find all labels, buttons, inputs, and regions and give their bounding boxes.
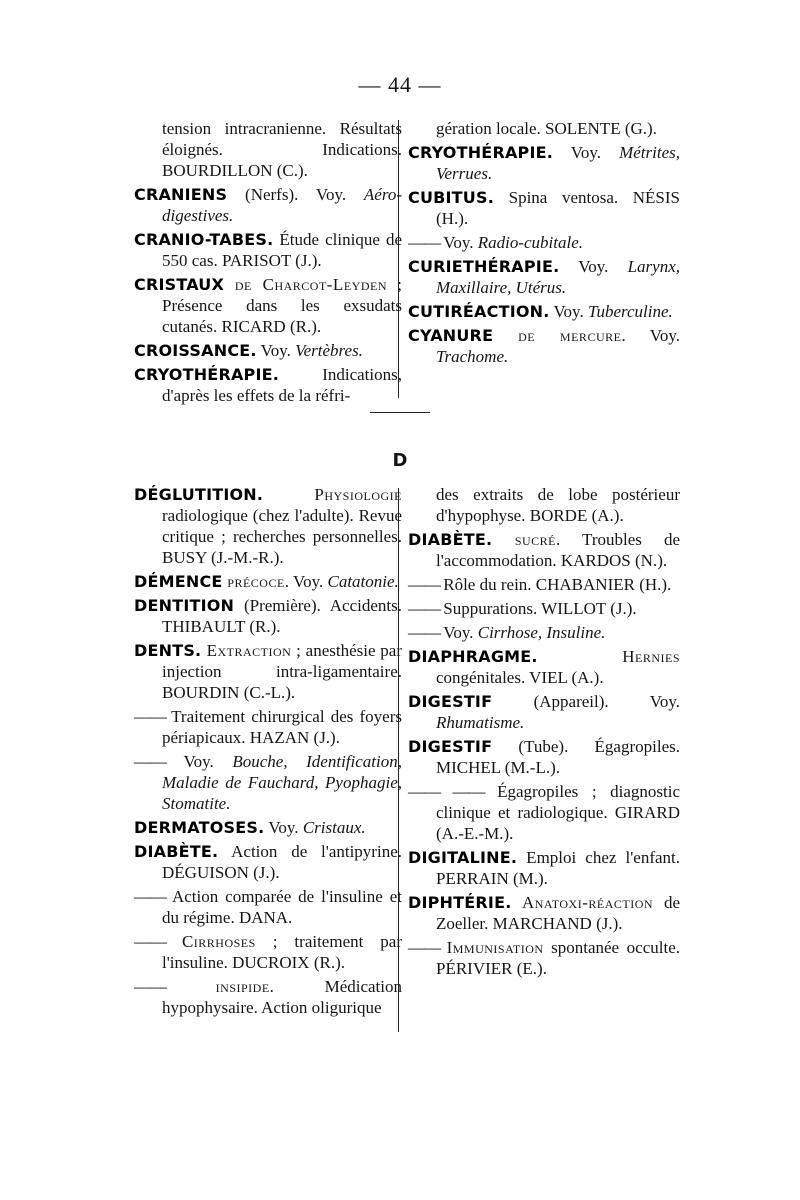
entry-keyword: DIPHTÉRIE. (408, 893, 512, 912)
entry-keyword: DIGESTIF (408, 692, 493, 711)
entry-text: ; anesthésie par injection intra-ligamentaire. BOURDIN (C.-L.). (162, 641, 402, 702)
top-right-column (408, 118, 680, 370)
index-entry (408, 232, 680, 253)
entry-text: ; traitement par l'insuline. DUCROIX (R.). (162, 932, 403, 972)
entry-subheading: Physiologie (263, 485, 402, 504)
entry-subheading: Anatoxi-réaction (511, 893, 654, 912)
entry-cross-reference: Larynx, Maxillaire, Utérus. (436, 257, 680, 297)
entry-keyword: CROISSANCE. (134, 341, 257, 360)
index-entry (134, 886, 402, 928)
entry-text: Voy. (549, 302, 588, 321)
entry-text: gération locale. SOLENTE (G.). (436, 119, 657, 138)
entry-text: radiologique (chez l'adulte). Revue critique ; recherches personnelles. BUSY (J.-M.-R.). (162, 506, 402, 567)
entry-repeat-dash: —— (408, 575, 444, 594)
index-entry (408, 892, 680, 934)
index-entry (134, 184, 402, 226)
entry-text: Action de l'antipyrine. DÉGUISON (J.). (162, 842, 402, 882)
entry-keyword: CRANIO-TABES. (134, 230, 274, 249)
entry-text: Emploi chez l'enfant. PERRAIN (M.). (436, 848, 680, 888)
index-entry (408, 142, 680, 184)
entry-text: congénitales. VIEL (A.). (436, 668, 604, 687)
index-entry (408, 256, 680, 298)
index-entry (408, 691, 680, 733)
entry-subheading: Immunisation (446, 938, 544, 957)
entry-keyword: CRANIENS (134, 185, 228, 204)
entry-cross-reference: Radio-cubitale. (477, 233, 584, 252)
entry-keyword: CRISTAUX (134, 275, 225, 294)
index-entry (134, 571, 402, 592)
index-entry (134, 274, 402, 337)
entry-text: Égagropiles ; diagnostic clinique et radiologique. GIRARD (A.-E.-M.). (436, 782, 680, 843)
entry-text: Indications, d'après les effets de la réfri- (162, 365, 402, 405)
entry-cross-reference: Métrites, Verrues. (436, 143, 680, 183)
entry-subheading: Extraction (201, 641, 292, 660)
entry-repeat-dash: —— (134, 887, 172, 906)
entry-cross-reference: Catatonie. (327, 572, 399, 591)
bottom-column-divider (398, 488, 399, 1032)
entry-text: Action comparée de l'insuline et du régime. DANA. (162, 887, 403, 927)
index-entry (134, 751, 402, 814)
entry-subheading: insipide (215, 977, 270, 996)
entry-keyword: CRYOTHÉRAPIE. (408, 143, 554, 162)
entry-subheading: Hernies (537, 647, 680, 666)
entry-keyword: CRYOTHÉRAPIE. (134, 365, 280, 384)
index-entry (408, 736, 680, 778)
entry-repeat-dash: —— (408, 599, 444, 618)
entry-text: Voy. (264, 818, 303, 837)
entry-keyword: DERMATOSES. (134, 818, 265, 837)
entry-cross-reference: Trachome. (436, 347, 509, 366)
index-entry (408, 646, 680, 688)
entry-text: Voy. (553, 143, 620, 162)
index-entry (134, 976, 402, 1018)
entry-repeat-dash: —— (134, 977, 216, 996)
entry-repeat-dash: —— —— (408, 782, 498, 801)
entry-text: . Voy. (284, 572, 328, 591)
entry-text: spontanée occulte. PÉRIVIER (E.). (436, 938, 680, 978)
entry-cross-reference: Cirrhose, Insuline. (477, 623, 606, 642)
entry-keyword: CUBITUS. (408, 188, 494, 207)
index-entry-continuation (408, 484, 680, 526)
entry-text: des extraits de lobe postérieur d'hypophyse. BORDE (A.). (436, 485, 680, 525)
index-entry (408, 574, 680, 595)
entry-keyword: DIABÈTE. (134, 842, 219, 861)
index-entry (408, 937, 680, 979)
index-entry (134, 340, 402, 361)
index-entry (134, 640, 402, 703)
entry-text: tension intracranienne. Résultats éloignés. Indications. BOURDILLON (C.). (162, 119, 402, 180)
entry-text: Rôle du rein. CHABANIER (H.). (443, 575, 672, 594)
entry-text: Suppurations. WILLOT (J.). (443, 599, 637, 618)
index-entry (408, 301, 680, 322)
entry-text: (Première). Accidents. THIBAULT (R.). (162, 596, 402, 636)
index-entry (408, 325, 680, 367)
entry-keyword: DIAPHRAGME. (408, 647, 538, 666)
entry-text: (Nerfs). Voy. (227, 185, 364, 204)
page-number: — 44 — (358, 72, 442, 97)
entry-cross-reference: Cristaux. (302, 818, 366, 837)
index-entry (408, 781, 680, 844)
index-entry (408, 598, 680, 619)
index-entry (134, 484, 402, 568)
section-separator-rule (370, 412, 430, 413)
entry-text: Voy. (443, 623, 478, 642)
entry-keyword: DIGESTIF (408, 737, 493, 756)
entry-subheading: sucré (492, 530, 557, 549)
entry-keyword: DÉGLUTITION. (134, 485, 264, 504)
index-entry (408, 847, 680, 889)
index-entry-continuation (408, 118, 680, 139)
index-entry (134, 817, 402, 838)
entry-text: (Appareil). Voy. (492, 692, 680, 711)
entry-subheading: précoce (222, 572, 285, 591)
entry-text: Voy. (443, 233, 478, 252)
entry-text: Voy. (256, 341, 296, 360)
index-entry (408, 529, 680, 571)
index-entry (134, 706, 402, 748)
entry-keyword: CURIETHÉRAPIE. (408, 257, 560, 276)
entry-keyword: DIGITALINE. (408, 848, 518, 867)
entry-keyword: DIABÈTE. (408, 530, 493, 549)
entry-repeat-dash: —— (134, 932, 182, 951)
index-entry (134, 595, 402, 637)
index-entry (408, 622, 680, 643)
entry-repeat-dash: —— (134, 752, 184, 771)
entry-repeat-dash: —— (408, 233, 444, 252)
entry-keyword: CUTIRÉACTION. (408, 302, 550, 321)
entry-repeat-dash: —— (408, 623, 444, 642)
index-entry (134, 931, 402, 973)
entry-keyword: DÉMENCE (134, 572, 223, 591)
top-column-divider (398, 120, 399, 398)
entry-repeat-dash: —— (134, 707, 172, 726)
entry-text: . Médication hypophysaire. Action oligurique (162, 977, 403, 1017)
entry-text: Voy. (559, 257, 628, 276)
entry-text: Spina ventosa. NÉSIS (H.). (436, 188, 680, 228)
entry-keyword: DENTITION (134, 596, 235, 615)
entry-text: de Zoeller. MARCHAND (J.). (436, 893, 681, 933)
entry-cross-reference: Tuberculine. (587, 302, 673, 321)
entry-text: ; Présence dans les exsudats cutanés. RICARD (R.). (162, 275, 402, 336)
entry-text: . Voy. (621, 326, 680, 345)
entry-text: Traitement chirurgical des foyers périapicaux. HAZAN (J.). (162, 707, 402, 747)
entry-text: (Tube). Égagropiles. MICHEL (M.-L.). (436, 737, 680, 777)
entry-keyword: DENTS. (134, 641, 202, 660)
entry-cross-reference: Rhumatisme. (436, 713, 525, 732)
entry-text: Voy. (183, 752, 233, 771)
entry-keyword: CYANURE (408, 326, 494, 345)
bottom-right-column (408, 484, 680, 982)
index-entry (134, 841, 402, 883)
entry-cross-reference: Aéro-digestives. (162, 185, 402, 225)
index-entry (408, 187, 680, 229)
section-letter: D (392, 450, 408, 471)
index-entry-continuation (134, 118, 402, 181)
top-left-column (134, 118, 402, 409)
entry-repeat-dash: —— (408, 938, 447, 957)
entry-subheading: de Charcot-Leyden (224, 275, 387, 294)
entry-cross-reference: Vertèbres. (295, 341, 363, 360)
entry-subheading: de mercure (493, 326, 622, 345)
entry-text: Étude clinique de 550 cas. PARISOT (J.). (162, 230, 402, 270)
index-entry (134, 229, 402, 271)
bottom-left-column (134, 484, 402, 1021)
index-entry (134, 364, 402, 406)
entry-subheading: Cirrhoses (181, 932, 256, 951)
entry-text: . Troubles de l'accommodation. KARDOS (N.). (436, 530, 680, 570)
entry-cross-reference: Bouche, Identification, Maladie de Fauchard, Pyophagie, Stomatite. (162, 752, 402, 813)
